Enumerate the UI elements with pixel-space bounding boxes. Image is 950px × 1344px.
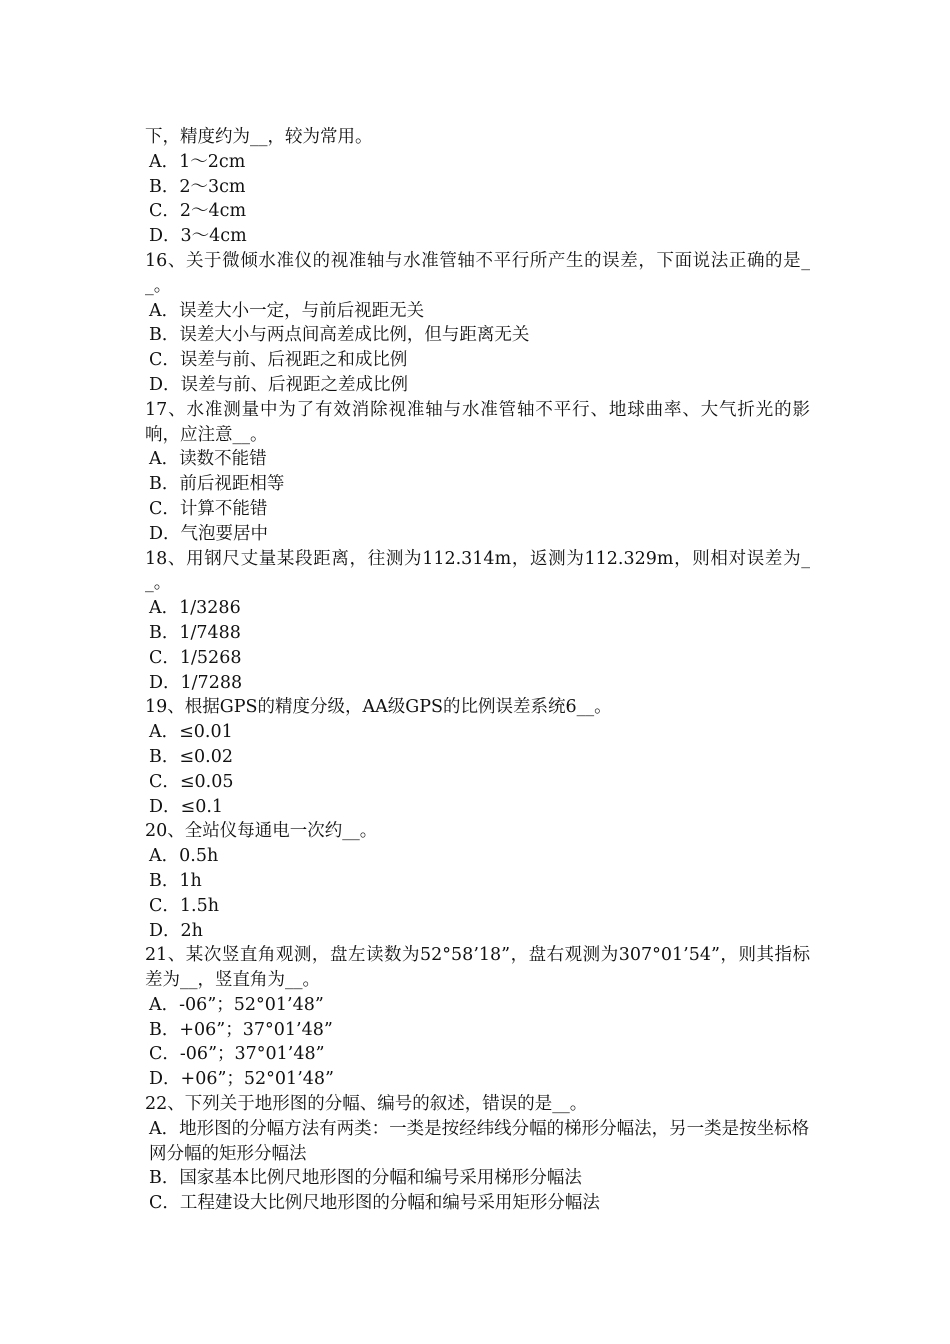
- answer-option: A．误差大小一定，与前后视距无关: [149, 300, 425, 321]
- answer-option: D．误差与前、后视距之差成比例: [149, 374, 409, 395]
- answer-option: C．计算不能错: [149, 498, 268, 519]
- answer-option: D．≤0.1: [149, 796, 224, 817]
- answer-option: B．1/7488: [149, 622, 241, 643]
- answer-option: A．地形图的分幅方法有两类：一类是按经纬线分幅的梯形分幅法，另一类是按坐标格网分幅的矩形分幅法: [149, 1118, 810, 1164]
- answer-option: B．前后视距相等: [149, 474, 285, 495]
- answer-option: B．+06”；37°01’48”: [149, 1019, 333, 1040]
- exam-text-body: [145, 125, 810, 1216]
- question-text: 21、某次竖直角观测，盘左读数为52°58’18”，盘右观测为307°01’54”，则其指标差为__，竖直角为__。: [145, 945, 810, 991]
- question-text: 18、用钢尺丈量某段距离，往测为112.314m，返测为112.329m，则相对误差为__。: [145, 548, 810, 594]
- answer-option: D．1/7288: [149, 672, 243, 693]
- question-text: 16、关于微倾水准仪的视准轴与水准管轴不平行所产生的误差，下面说法正确的是__。: [145, 250, 810, 296]
- question-text: 下，精度约为__，较为常用。: [145, 127, 373, 147]
- answer-option: B．2～3cm: [149, 176, 246, 197]
- answer-option: D．2h: [149, 920, 203, 941]
- answer-option: C．工程建设大比例尺地形图的分幅和编号采用矩形分幅法: [149, 1193, 600, 1214]
- answer-option: C．≤0.05: [149, 771, 234, 792]
- answer-option: A．1～2cm: [149, 151, 246, 172]
- answer-option: A．0.5h: [149, 846, 219, 867]
- answer-option: A．读数不能错: [149, 449, 267, 470]
- question-text: 17、水准测量中为了有效消除视准轴与水准管轴不平行、地球曲率、大气折光的影响，应注意__。: [145, 399, 810, 445]
- answer-option: B．误差大小与两点间高差成比例，但与距离无关: [149, 325, 530, 346]
- question-text: 19、根据GPS的精度分级，AA级GPS的比例误差系统6__。: [145, 697, 612, 718]
- answer-option: C．1.5h: [149, 895, 219, 916]
- answer-option: C．2～4cm: [149, 201, 247, 222]
- answer-option: D．气泡要居中: [149, 523, 269, 544]
- answer-option: B．1h: [149, 870, 202, 891]
- answer-option: B．国家基本比例尺地形图的分幅和编号采用梯形分幅法: [149, 1168, 582, 1189]
- answer-option: B．≤0.02: [149, 746, 233, 767]
- answer-option: D．+06”；52°01’48”: [149, 1069, 334, 1090]
- question-text: 20、全站仪每通电一次约__。: [145, 821, 378, 842]
- answer-option: C．1/5268: [149, 647, 242, 668]
- answer-option: A．≤0.01: [149, 722, 233, 743]
- answer-option: C．误差与前、后视距之和成比例: [149, 350, 408, 371]
- answer-option: A．1/3286: [149, 598, 241, 619]
- question-text: 22、下列关于地形图的分幅、编号的叙述，错误的是__。: [145, 1094, 588, 1115]
- answer-option: C．-06”；37°01’48”: [149, 1044, 325, 1065]
- answer-option: A．-06”；52°01’48”: [149, 994, 324, 1015]
- answer-option: D．3～4cm: [149, 226, 247, 247]
